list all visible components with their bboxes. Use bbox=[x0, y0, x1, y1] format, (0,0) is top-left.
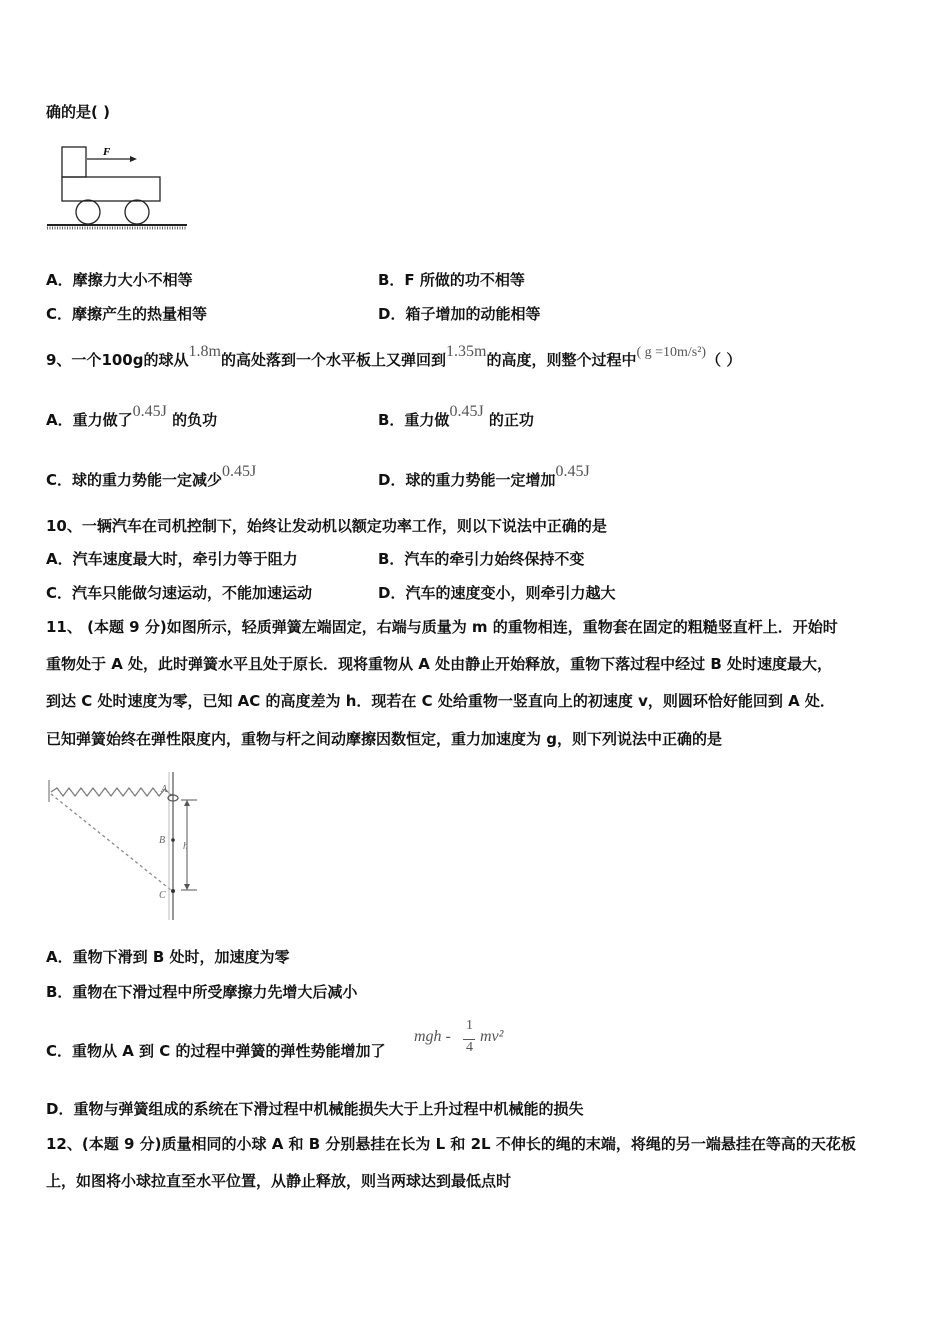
q8-option-d: D．箱子增加的动能相等 bbox=[378, 305, 541, 323]
spring-to-c-dashed bbox=[51, 794, 171, 890]
q11-stem-line2: 重物处于 A 处，此时弹簧水平且处于原长．现将重物从 A 处由静止开始释放，重物下落过程中经过 B 处时速度最大， bbox=[46, 655, 832, 673]
q8-option-b: B．F 所做的功不相等 bbox=[378, 271, 525, 289]
label-c: C bbox=[159, 890, 166, 901]
q9-option-d: D．球的重力势能一定增加0.45J bbox=[378, 463, 590, 489]
q8-option-a: A．摩擦力大小不相等 bbox=[46, 271, 193, 289]
force-label: F bbox=[103, 146, 111, 158]
q12-stem-line2: 上，如图将小球拉直至水平位置，从静止释放，则当两球达到最低点时 bbox=[46, 1172, 512, 1190]
q9-option-c: C．球的重力势能一定减少0.45J bbox=[46, 463, 257, 489]
q8-option-c: C．摩擦产生的热量相等 bbox=[46, 305, 208, 323]
wheel-left bbox=[76, 200, 100, 224]
q10-stem: 10、一辆汽车在司机控制下，始终让发动机以额定功率工作，则以下说法中正确的是 bbox=[46, 517, 607, 535]
spring bbox=[51, 788, 173, 796]
label-b: B bbox=[159, 835, 166, 846]
cart-body bbox=[62, 177, 160, 201]
q10-option-a: A．汽车速度最大时，牵引力等于阻力 bbox=[46, 550, 298, 568]
label-h: h bbox=[183, 841, 188, 852]
q9-option-b: B．重力做0.45J 的正功 bbox=[378, 403, 534, 429]
q12-stem-line1: 12、(本题 9 分)质量相同的小球 A 和 B 分别悬挂在长为 L 和 2L 不伸长的绳的末端，将绳的另一端悬挂在等高的天花板 bbox=[46, 1135, 856, 1153]
q9-option-a: A．重力做了0.45J 的负功 bbox=[46, 403, 218, 429]
wheel-right bbox=[125, 200, 149, 224]
q11-option-b: B．重物在下滑过程中所受摩擦力先增大后减小 bbox=[46, 983, 358, 1001]
q9-stem: 9、一个100g的球从1.8m的高处落到一个水平板上又弹回到1.35m的高度，则整个过程中( g =10m/s²)（ ） bbox=[46, 343, 742, 369]
q11-stem-line1: 11、 (本题 9 分)如图所示，轻质弹簧左端固定，右端与质量为 m 的重物相连，重物套在固定的粗糙竖直杆上．开始时 bbox=[46, 618, 838, 636]
q10-option-b: B．汽车的牵引力始终保持不变 bbox=[378, 550, 585, 568]
cart-figure bbox=[45, 143, 195, 238]
label-a: A bbox=[161, 784, 168, 795]
q11-option-d: D．重物与弹簧组成的系统在下滑过程中机械能损失大于上升过程中机械能的损失 bbox=[46, 1100, 584, 1118]
q11-option-c: C．重物从 A 到 C 的过程中弹簧的弹性势能增加了 bbox=[46, 1042, 386, 1060]
small-box bbox=[62, 147, 86, 177]
q11-stem-line4: 已知弹簧始终在弹性限度内，重物与杆之间动摩擦因数恒定，重力加速度为 g，则下列说法中正确的是 bbox=[46, 730, 722, 748]
spring-rod-figure bbox=[45, 772, 215, 922]
q11-option-a: A．重物下滑到 B 处时，加速度为零 bbox=[46, 948, 290, 966]
q10-option-d: D．汽车的速度变小，则牵引力越大 bbox=[378, 584, 616, 602]
point-b bbox=[171, 838, 175, 842]
q11-stem-line3: 到达 C 处时速度为零，已知 AC 的高度差为 h．现若在 C 处给重物一竖直向上的初速度 v，则圆环恰好能回到 A 处． bbox=[46, 692, 835, 710]
question-tail: 确的是( ) bbox=[46, 103, 110, 121]
q10-option-c: C．汽车只能做匀速运动，不能加速运动 bbox=[46, 584, 313, 602]
point-c bbox=[171, 889, 175, 893]
